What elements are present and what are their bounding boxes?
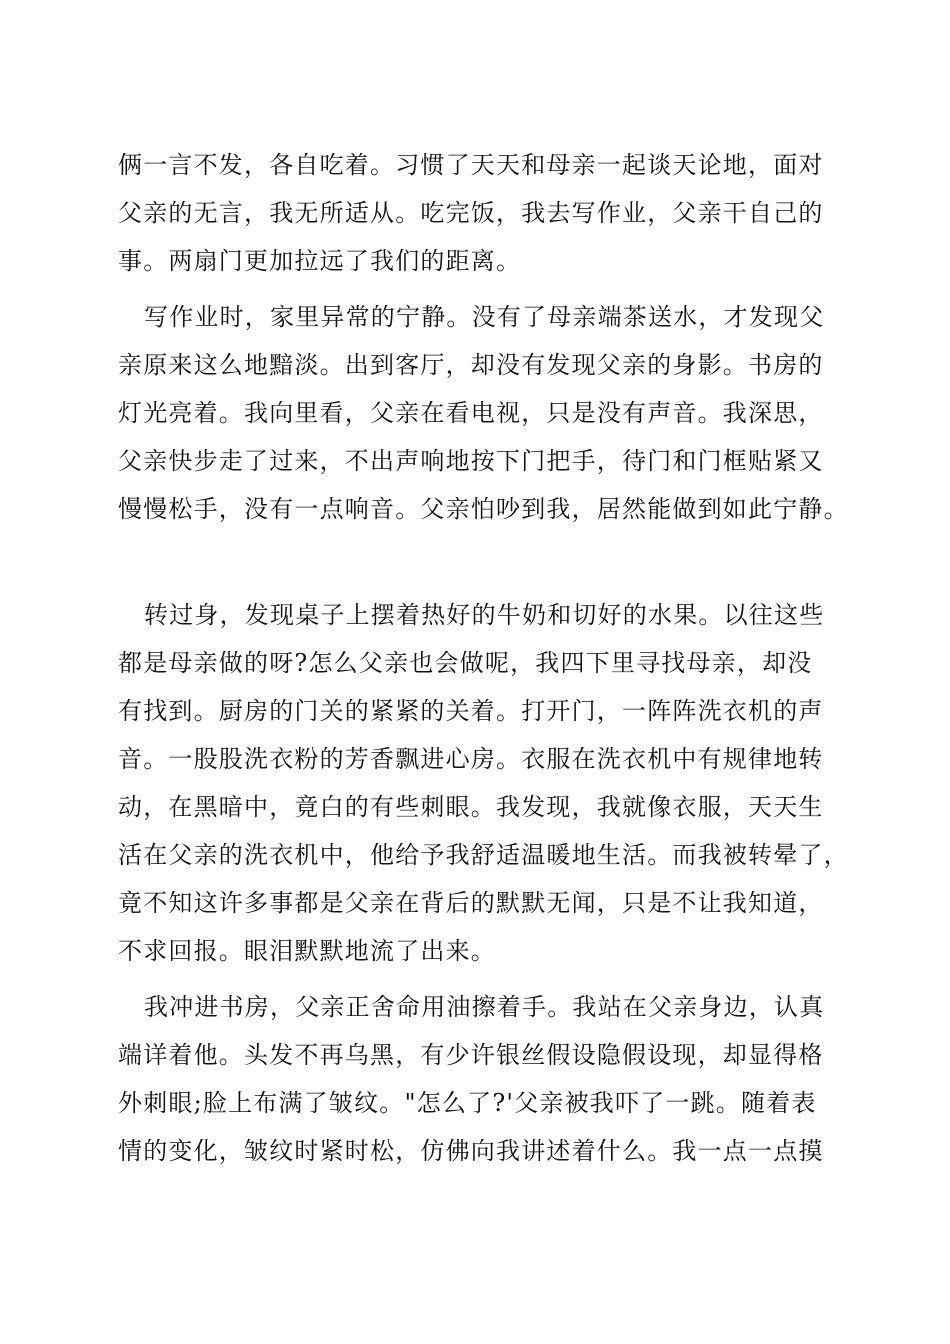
text-line: 灯光亮着。我向里看，父亲在看电视，只是没有声音。我深思， bbox=[118, 399, 824, 427]
text-line: 不求回报。眼泪默默地流了出来。 bbox=[118, 937, 496, 965]
text-line: 事。两扇门更加拉远了我们的距离。 bbox=[118, 247, 522, 275]
text-line: 端详着他。头发不再乌黑，有少许银丝假设隐假设现，却显得格 bbox=[118, 1041, 824, 1069]
text-line: 外刺眼;脸上布满了皱纹。"怎么了?'父亲被我吓了一跳。随着表 bbox=[118, 1089, 817, 1117]
text-line: 有找到。厨房的门关的紧紧的关着。打开门，一阵阵洗衣机的声 bbox=[118, 697, 824, 725]
text-line: 转过身，发现桌子上摆着热好的牛奶和切好的水果。以往这些 bbox=[144, 601, 825, 629]
text-line: 亲原来这么地黯淡。出到客厅，却没有发现父亲的身影。书房的 bbox=[118, 351, 824, 379]
text-line: 竟不知这许多事都是父亲在背后的默默无闻，只是不让我知道， bbox=[118, 889, 824, 917]
text-line: 情的变化，皱纹时紧时松，仿佛向我讲述着什么。我一点一点摸 bbox=[118, 1137, 824, 1165]
text-line: 音。一股股洗衣粉的芳香飘进心房。衣服在洗衣机中有规律地转 bbox=[118, 745, 824, 773]
text-line: 父亲的无言，我无所适从。吃完饭，我去写作业，父亲干自己的 bbox=[118, 199, 824, 227]
text-line: 我冲进书房，父亲正舍命用油擦着手。我站在父亲身边，认真 bbox=[144, 993, 825, 1021]
text-line: 都是母亲做的呀?怎么父亲也会做呢，我四下里寻找母亲，却没 bbox=[118, 649, 813, 677]
text-line: 慢慢松手，没有一点响音。父亲怕吵到我，居然能做到如此宁静。 bbox=[118, 495, 849, 523]
text-line: 活在父亲的洗衣机中，他给予我舒适温暖地生活。而我被转晕了， bbox=[118, 841, 849, 869]
text-line: 写作业时，家里异常的宁静。没有了母亲端茶送水，才发现父 bbox=[144, 303, 825, 331]
text-line: 动，在黑暗中，竟白的有些刺眼。我发现，我就像衣服，天天生 bbox=[118, 793, 824, 821]
text-line: 俩一言不发，各自吃着。习惯了天天和母亲一起谈天论地，面对 bbox=[118, 151, 824, 179]
text-line: 父亲快步走了过来，不出声响地按下门把手，待门和门框贴紧又 bbox=[118, 447, 824, 475]
